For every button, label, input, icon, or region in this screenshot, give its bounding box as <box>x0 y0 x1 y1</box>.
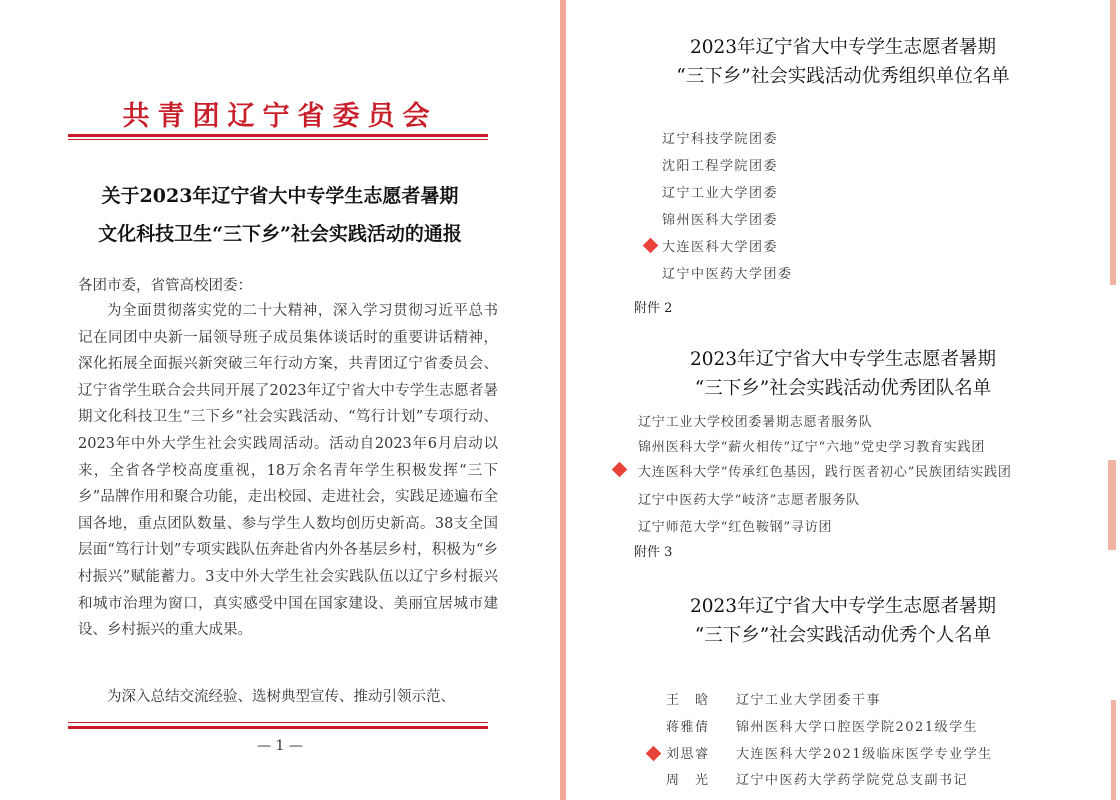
team-list-item: 锦州医科大学“薪火相传”辽宁“六地”党史学习教育实践团 <box>638 440 986 455</box>
person-detail: 辽宁中医药大学药学院党总支副书记 <box>736 773 969 788</box>
annex-2-label: 附件 2 <box>634 301 673 316</box>
person-list-item <box>666 689 881 708</box>
org-list-item: 辽宁科技学院团委 <box>662 132 779 147</box>
body-paragraph-1: 为全面贯彻落实党的二十大精神，深入学习贯彻习近平总书记在同团中央新一届领导班子成员集体谈话时的重要讲话精神，深化拓展全面振兴新突破三年行动方案，共青团辽宁省委员会、辽宁省学生联合会共同开展了2023年辽宁省大中专学生志愿者暑期文化科技卫生“三下乡”社会实践活动、“笃行计划”专项行动、2023年中外大学生社会实践周活动。活动自2023年6月启动以来，全省各学校高度重视，18万余名青年学生积极发挥“三下乡”品牌作用和聚合功能，走出校园、走进社会，实践足迹遍布全国各地，重点团队数量、参与学生人数均创历史新高。38支全国层面“笃行计划”专项实践队伍奔赴省内外各基层乡村，积极为“乡村振兴”赋能蓄力。3支中外大学生社会实践队伍以辽宁乡村振兴和城市治理为窗口，真实感受中国在国家建设、美丽宜居城市建设、乡村振兴的重大成果。 <box>78 303 498 639</box>
org-list-item: 锦州医科大学团委 <box>662 213 779 228</box>
org-list-item: 辽宁工业大学团委 <box>662 186 779 201</box>
page-edge <box>1110 0 1116 285</box>
org-list-title-line2: “三下乡”社会实践活动优秀组织单位名单 <box>676 66 1010 87</box>
highlight-marker-icon <box>643 238 659 254</box>
person-name: 刘思睿 <box>666 747 710 762</box>
team-list-item: 辽宁工业大学校团委暑期志愿者服务队 <box>638 415 873 430</box>
person-name: 周 光 <box>666 773 710 788</box>
salutation: 各团市委，省管高校团委： <box>78 278 252 294</box>
annex-3-label: 附件 3 <box>634 545 673 560</box>
team-list-title-line1: 2023年辽宁省大中专学生志愿者暑期 <box>689 349 997 370</box>
page-edge <box>1108 460 1116 550</box>
footer-rule-thick <box>68 726 488 729</box>
person-list-item <box>666 769 968 788</box>
highlight-marker-icon <box>612 462 628 478</box>
team-list-item: 辽宁中医药大学“岐济”志愿者服务队 <box>638 493 860 508</box>
header-rule-thin <box>68 139 488 140</box>
footer-rule-thin <box>68 722 488 723</box>
person-list-title-line2: “三下乡”社会实践活动优秀个人名单 <box>694 625 992 646</box>
page-number: — 1 — <box>257 738 303 754</box>
org-list-item-highlighted: 大连医科大学团委 <box>662 240 779 255</box>
org-list-item: 辽宁中医药大学团委 <box>662 267 793 282</box>
team-list-title-line2: “三下乡”社会实践活动优秀团队名单 <box>694 378 992 399</box>
person-detail: 辽宁工业大学团委干事 <box>736 693 882 708</box>
person-detail: 锦州医科大学口腔医学院2021级学生 <box>736 720 979 735</box>
person-list-item-highlighted <box>666 743 993 762</box>
person-name: 蒋雅倩 <box>666 720 710 735</box>
body-paragraph-2: 为深入总结交流经验、选树典型宣传、推动引领示范、 <box>107 689 455 705</box>
org-list-title-line1: 2023年辽宁省大中专学生志愿者暑期 <box>689 37 997 58</box>
page-edge <box>1111 700 1116 800</box>
person-detail: 大连医科大学2021级临床医学专业学生 <box>736 747 993 762</box>
notice-title-line1: 关于2023年辽宁省大中专学生志愿者暑期 <box>101 185 459 207</box>
notice-title-line2: 文化科技卫生“三下乡”社会实践活动的通报 <box>98 223 462 245</box>
lists-page <box>566 0 1120 800</box>
org-header: 共青团辽宁省委员会 <box>122 101 438 132</box>
team-list-item: 辽宁师范大学“红色鞍钢”寻访团 <box>638 520 833 535</box>
person-list-title-line1: 2023年辽宁省大中专学生志愿者暑期 <box>689 596 997 617</box>
highlight-marker-icon <box>646 746 662 762</box>
person-name: 王 晗 <box>666 693 710 708</box>
person-list-item <box>666 716 978 735</box>
team-list-item-highlighted: 大连医科大学“传承红色基因，践行医者初心”民族团结实践团 <box>638 465 1012 480</box>
header-rule-thick <box>68 134 488 137</box>
org-list-item: 沈阳工程学院团委 <box>662 159 779 174</box>
